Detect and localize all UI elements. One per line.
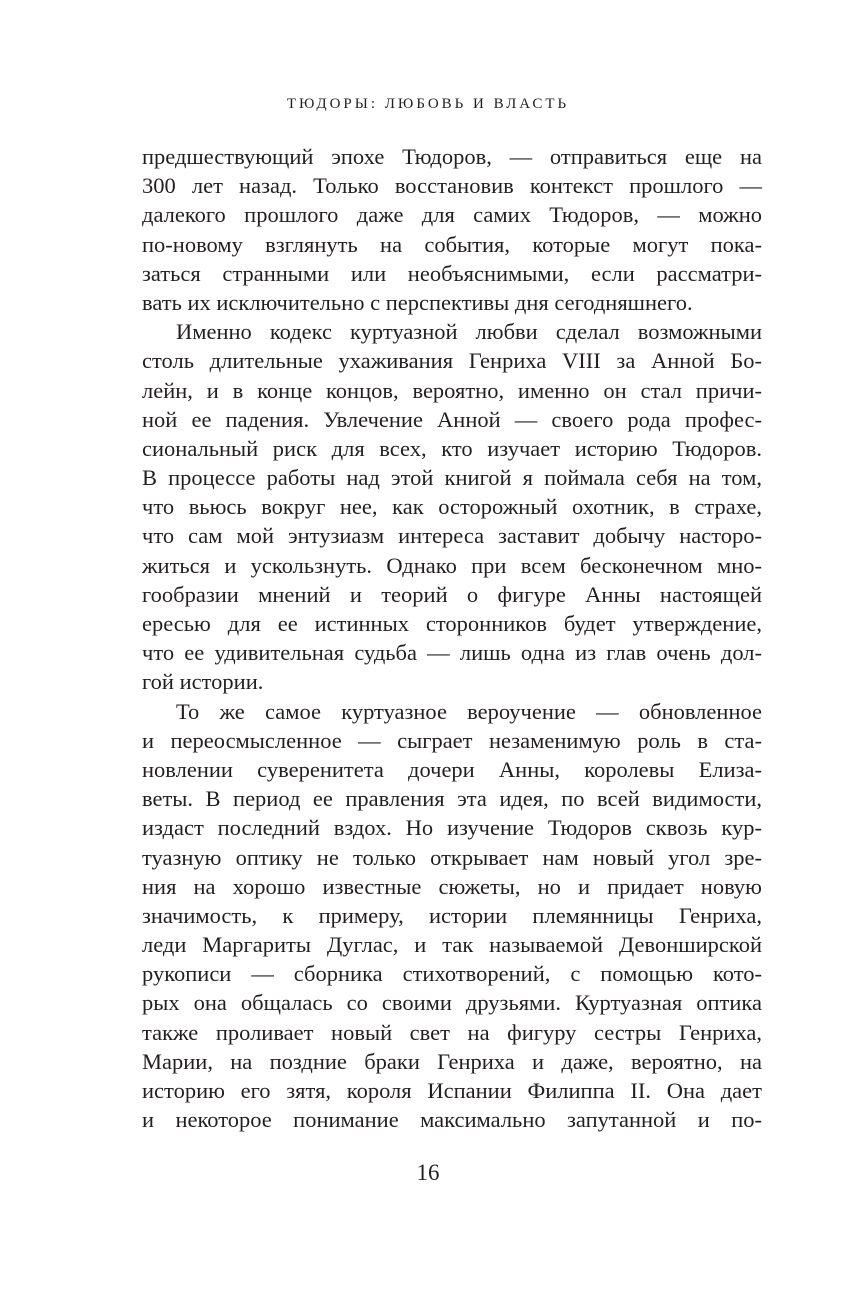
- page-number: 16: [416, 1160, 440, 1185]
- text-line: гообразии мнений и теорий о фигуре Анны настоящей: [142, 581, 762, 607]
- text-line: далекого прошлого даже для самих Тюдоров, — можно: [142, 202, 762, 228]
- text-line: что сам мой энтузиазм интереса заставит добычу насторо-: [142, 523, 762, 549]
- text-line: рукописи — сборника стихотворений, с помощью кото-: [142, 961, 762, 987]
- text-line: житься и ускользнуть. Однако при всем бесконечном мно-: [142, 552, 762, 578]
- text-line: предшествующий эпохе Тюдоров, — отправиться еще на: [142, 144, 762, 169]
- paragraph-start-line: То же самое куртуазное вероучение — обновленное: [176, 698, 762, 724]
- text-line: веты. В период ее правления эта идея, по всей видимости,: [142, 786, 762, 812]
- text-line: и переосмысленное — сыграет незаменимую роль в ста-: [142, 727, 762, 753]
- text-line: Марии, на поздние браки Генриха и даже, вероятно, на: [142, 1048, 762, 1074]
- running-header: ТЮДОРЫ: ЛЮБОВЬ И ВЛАСТЬ: [286, 96, 570, 112]
- body-text: [142, 142, 762, 1134]
- text-line: В процессе работы над этой книгой я поймала себя на том,: [142, 465, 762, 491]
- text-line: 300 лет назад. Только восстановив контекст прошлого —: [142, 173, 762, 199]
- paragraph-start-line: Именно кодекс куртуазной любви сделал возможными: [176, 319, 762, 345]
- text-line: по-новому взглянуть на события, которые могут пока-: [142, 231, 762, 257]
- text-line: лейн, и в конце концов, вероятно, именно он стал причи-: [142, 377, 762, 403]
- text-line: также проливает новый свет на фигуру сестры Генриха,: [142, 1019, 762, 1045]
- text-line: историю его зятя, короля Испании Филиппа II. Она дает: [142, 1078, 762, 1103]
- text-line: столь длительные ухаживания Генриха VIII за Анной Бо-: [142, 348, 762, 374]
- text-line: леди Маргариты Дуглас, и так называемой Девонширской: [142, 932, 762, 958]
- text-line: ной ее падения. Увлечение Анной — своего рода профес-: [142, 406, 762, 432]
- text-line: что вьюсь вокруг нее, как осторожный охотник, в страхе,: [142, 494, 762, 520]
- text-line: ересью для ее истинных сторонников будет утверждение,: [142, 611, 762, 636]
- text-line: туазную оптику не только открывает нам новый угол зре-: [142, 844, 762, 870]
- text-line: гой истории.: [142, 669, 264, 695]
- text-line: новлении суверенитета дочери Анны, королевы Елиза-: [142, 756, 762, 782]
- text-line: что ее удивительная судьба — лишь одна из глав очень дол-: [142, 640, 762, 666]
- text-line: издаст последний вздох. Но изучение Тюдоров сквозь кур-: [142, 815, 762, 841]
- text-line: и некоторое понимание максимально запутанной и по-: [142, 1107, 762, 1133]
- text-line: ния на хорошо известные сюжеты, но и придает новую: [142, 873, 762, 899]
- text-line: рых она общалась со своими друзьями. Куртуазная оптика: [142, 990, 762, 1016]
- text-line: сиональный риск для всех, кто изучает историю Тюдоров.: [142, 435, 762, 461]
- text-line: вать их исключительно с перспективы дня сегодняшнего.: [142, 289, 693, 315]
- text-line: заться странными или необъяснимыми, если рассматри-: [142, 260, 762, 286]
- text-line: значимость, к примеру, истории племянницы Генриха,: [142, 902, 762, 928]
